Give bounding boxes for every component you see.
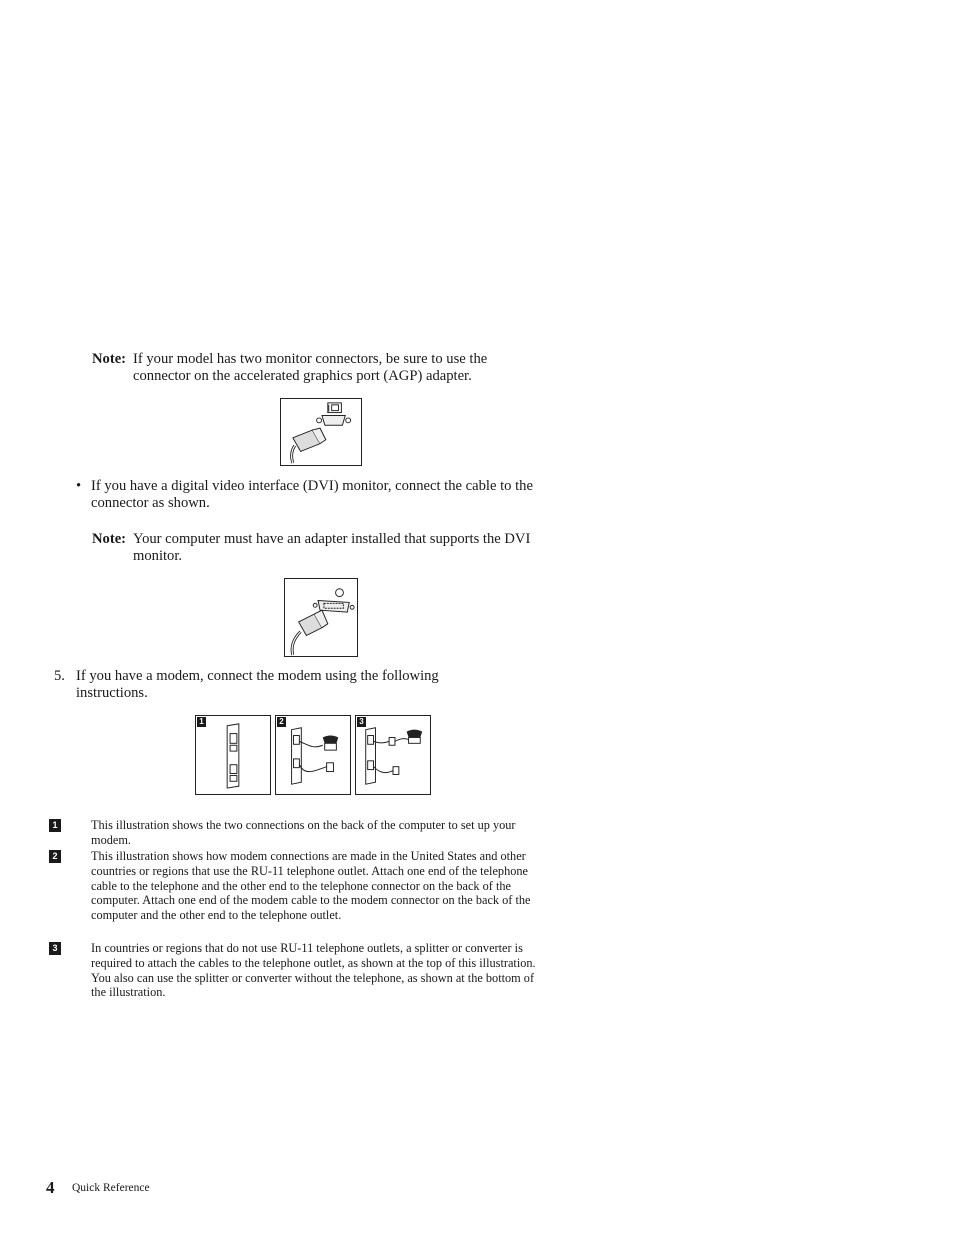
footer-title: Quick Reference	[72, 1182, 150, 1194]
modem-panel-2	[275, 715, 351, 795]
step-text: If you have a modem, connect the modem using the following instructions.	[76, 668, 439, 701]
bullet-symbol: •	[76, 478, 82, 494]
note-text: Your computer must have an adapter installed that supports the DVI monitor.	[133, 531, 531, 564]
callout-marker-2: 2	[49, 850, 61, 863]
step-modem	[54, 668, 494, 702]
panel-marker: 1	[197, 717, 206, 727]
note-label: Note:	[92, 351, 127, 367]
modem-panel-3	[355, 715, 431, 795]
bullet-text: If you have a digital video interface (DVI) monitor, connect the cable to the connector as shown.	[91, 478, 533, 511]
callout-text-1: This illustration shows the two connections on the back of the computer to set up your modem.	[91, 818, 516, 847]
modem-panel-1	[195, 715, 271, 795]
dvi-connector-illustration	[284, 578, 358, 657]
callout-text-3: In countries or regions that do not use RU-11 telephone outlets, a splitter or converter is required to attach the cables to the telephone outlet, as shown at the top of this illustration. You also can use the splitter or converter without the telephone, as shown at the bottom of the illustration.	[91, 941, 536, 1000]
callout-marker-1: 1	[49, 819, 61, 832]
note-label: Note:	[92, 531, 127, 547]
panel-marker: 2	[277, 717, 286, 727]
page-number: 4	[46, 1178, 55, 1197]
bullet-dvi	[76, 478, 546, 512]
note-dvi	[92, 531, 542, 565]
panel-marker: 3	[357, 717, 366, 727]
vga-connector-illustration	[280, 398, 362, 466]
callout-text-2: This illustration shows how modem connections are made in the United States and other countries or regions that use the RU-11 telephone outlet. Attach one end of the telephone cable to the telephone and the other end to the telephone connector on the back of the computer. Attach one end of the modem cable to the modem connector on the back of the computer and the other end to the telephone outlet.	[91, 849, 531, 923]
note-agp	[92, 351, 532, 385]
note-text: If your model has two monitor connectors, be sure to use the connector on the accelerated graphics port (AGP) adapter.	[133, 351, 488, 384]
step-number: 5.	[54, 668, 65, 684]
callout-marker-3: 3	[49, 942, 61, 955]
